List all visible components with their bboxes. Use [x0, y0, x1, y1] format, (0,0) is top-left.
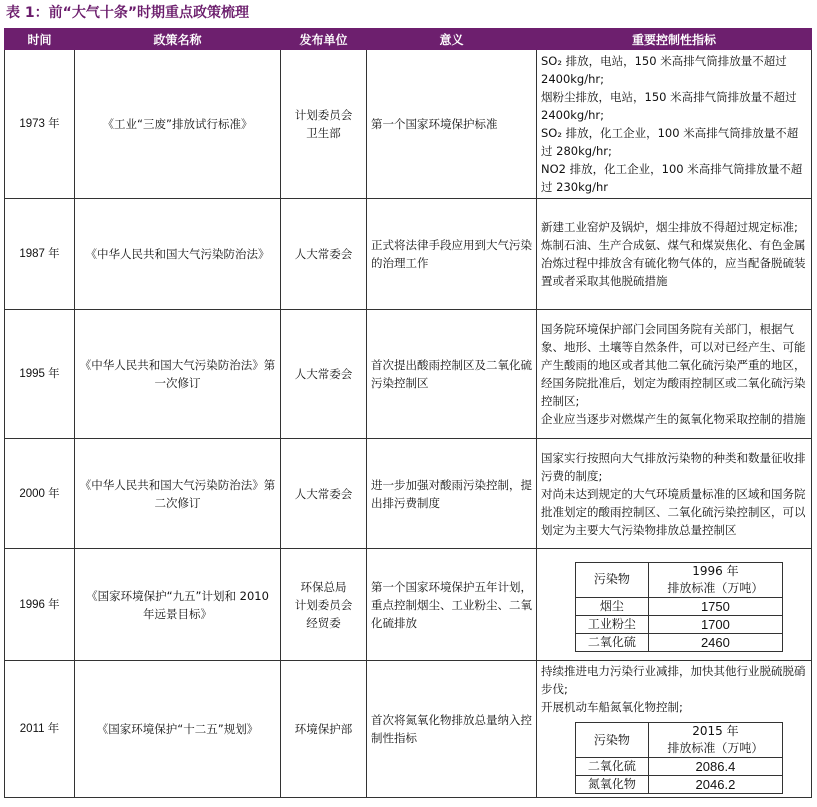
- subtable-value: 1750: [648, 597, 782, 615]
- row-indicators: [537, 549, 812, 661]
- row-indicators: [537, 199, 812, 310]
- header-meaning: 意义: [367, 29, 537, 50]
- header-issuer: 发布单位: [281, 29, 367, 50]
- subtable-row: [576, 615, 783, 633]
- row-year: 1987 年: [5, 199, 75, 310]
- table-title: 表 1：前“大气十条”时期重点政策梳理: [6, 5, 250, 21]
- subtable-value: 2460: [648, 633, 782, 651]
- row-year: 1973 年: [5, 50, 75, 199]
- row-policy: 《中华人民共和国大气污染防治法》第一次修订: [75, 310, 281, 439]
- table-row: [5, 549, 812, 661]
- subtable-pollutant: 烟尘: [576, 597, 649, 615]
- row-indicators: [537, 310, 812, 439]
- row-issuer: 计划委员会 卫生部: [281, 50, 367, 199]
- subtable-value: 2046.2: [648, 776, 782, 794]
- subtable-header-standard: 1996 年 排放标准（万吨）: [648, 562, 782, 597]
- row-policy: 《国家环境保护“九五”计划和 2010 年远景目标》: [75, 549, 281, 661]
- indicator-item: 新建工业窑炉及锅炉，烟尘排放不得超过规定标准;: [541, 220, 798, 234]
- indicator-item: NO2 排放，化工企业，100 米高排气筒排放量不超过 230kg/hr: [541, 162, 803, 194]
- policy-table: [4, 28, 812, 798]
- indicator-item: 持续推进电力污染行业减排，加快其他行业脱硫脱硝步伐;: [541, 664, 806, 696]
- subtable-pollutant: 二氧化硫: [576, 633, 649, 651]
- header-policy-name: 政策名称: [75, 29, 281, 50]
- subtable-row: [576, 776, 783, 794]
- table-row: [5, 439, 812, 549]
- row-indicators: [537, 661, 812, 798]
- subtable-header-standard: 2015 年 排放标准（万吨）: [648, 723, 782, 758]
- row-issuer: 人大常委会: [281, 199, 367, 310]
- row-issuer: 环境保护部: [281, 661, 367, 798]
- indicator-item: 国务院环境保护部门会同国务院有关部门，根据气象、地形、土壤等自然条件，可以对已经产生、可能产生酸雨的地区或者其他二氧化硫污染严重的地区，经国务院批准后，划定为酸雨控制区或二氧化硫污染控制区;: [541, 322, 806, 408]
- table-row: [5, 50, 812, 199]
- row-policy: 《中华人民共和国大气污染防治法》: [75, 199, 281, 310]
- indicator-item: 开展机动车船氮氧化物控制;: [541, 700, 683, 714]
- emission-subtable-1996: [575, 562, 783, 652]
- indicator-item: 对尚未达到规定的大气环境质量标准的区域和国务院批准划定的酸雨控制区、二氧化硫污染控制区，可以划定为主要大气污染物排放总量控制区: [541, 486, 806, 537]
- header-time: 时间: [5, 29, 75, 50]
- indicator-item: SO₂ 排放，化工企业，100 米高排气筒排放量不超过 280kg/hr;: [541, 126, 799, 158]
- table-row: [5, 661, 812, 798]
- row-year: 1996 年: [5, 549, 75, 661]
- subtable-row: [576, 633, 783, 651]
- row-indicators: [537, 439, 812, 549]
- row-meaning: 第一个国家环境保护五年计划，重点控制烟尘、工业粉尘、二氧化硫排放: [367, 549, 537, 661]
- subtable-header-pollutant: 污染物: [576, 723, 649, 758]
- subtable-row: [576, 758, 783, 776]
- row-meaning: 进一步加强对酸雨污染控制，提出排污费制度: [367, 439, 537, 549]
- row-policy: 《中华人民共和国大气污染防治法》第二次修订: [75, 439, 281, 549]
- indicator-item: 炼制石油、生产合成氨、煤气和煤炭焦化、有色金属冶炼过程中排放含有硫化物气体的，应当配备脱硫装置或者采取其他脱硫措施: [541, 238, 806, 288]
- table-row: [5, 199, 812, 310]
- indicator-item: 企业应当逐步对燃煤产生的氮氧化物采取控制的措施: [541, 412, 806, 426]
- row-year: 2011 年: [5, 661, 75, 798]
- row-meaning: 首次提出酸雨控制区及二氧化硫污染控制区: [367, 310, 537, 439]
- subtable-row: [576, 597, 783, 615]
- indicator-item: SO₂ 排放，电站，150 米高排气筒排放量不超过 2400kg/hr;: [541, 54, 787, 86]
- subtable-pollutant: 氮氧化物: [576, 776, 649, 794]
- row-meaning: 正式将法律手段应用到大气污染的治理工作: [367, 199, 537, 310]
- row-policy: 《国家环境保护“十二五”规划》: [75, 661, 281, 798]
- emission-subtable-2015: [575, 722, 783, 794]
- subtable-header-pollutant: 污染物: [576, 562, 649, 597]
- row-meaning: 首次将氮氧化物排放总量纳入控制性指标: [367, 661, 537, 798]
- row-policy: 《工业“三废”排放试行标准》: [75, 50, 281, 199]
- row-issuer: 环保总局 计划委员会 经贸委: [281, 549, 367, 661]
- row-issuer: 人大常委会: [281, 439, 367, 549]
- subtable-pollutant: 工业粉尘: [576, 615, 649, 633]
- header-row: [5, 29, 812, 50]
- row-year: 2000 年: [5, 439, 75, 549]
- table-row: [5, 310, 812, 439]
- subtable-pollutant: 二氧化硫: [576, 758, 649, 776]
- row-issuer: 人大常委会: [281, 310, 367, 439]
- subtable-value: 2086.4: [648, 758, 782, 776]
- header-indicators: 重要控制性指标: [537, 29, 812, 50]
- row-year: 1995 年: [5, 310, 75, 439]
- row-indicators: [537, 50, 812, 199]
- subtable-value: 1700: [648, 615, 782, 633]
- row-meaning: 第一个国家环境保护标准: [367, 50, 537, 199]
- indicator-item: 烟粉尘排放，电站，150 米高排气筒排放量不超过 2400kg/hr;: [541, 90, 797, 122]
- indicator-item: 国家实行按照向大气排放污染物的种类和数量征收排污费的制度;: [541, 450, 806, 483]
